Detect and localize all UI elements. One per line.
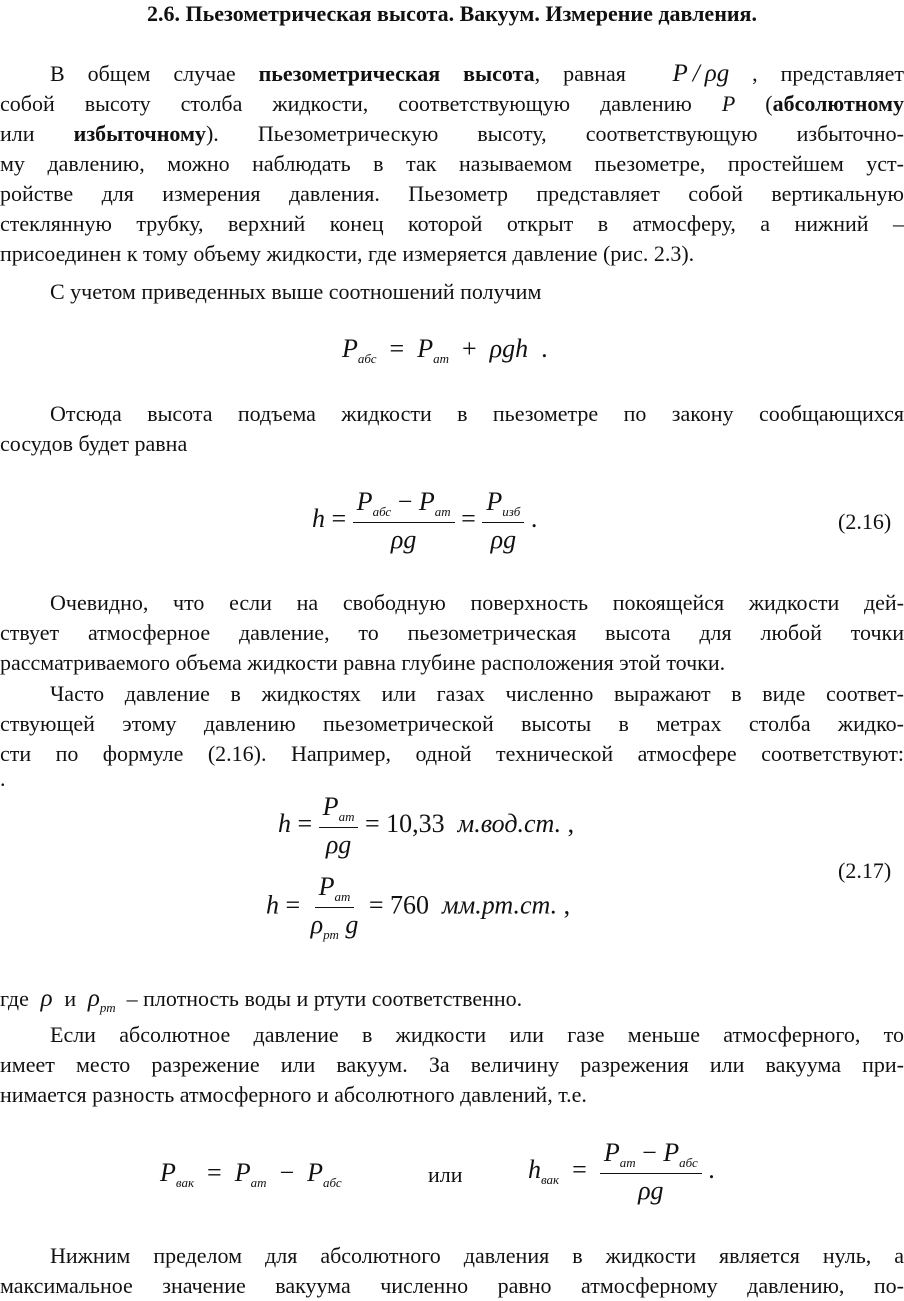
formula-p-over-rho-g: P / ρg [648,60,730,87]
equation-2-17-water: h = $\frac{P_{ат}}{\rho g}$ = 10,33 м.вод.ст. , [278,792,575,859]
paragraph-rise-height: Отсюда высота подъема жидкости в пьезометре по закону сообщающихся сосудов будет равна [0,401,904,456]
paragraph-meters-column: Часто давление в жидкостях или газах численно выражают в виде соответ- ствующей этому давлению пьезометрической высоты в метрах столба жидко- сти по формуле (2.16). Например, одной технической атмосфере соответствуют: . [0,681,904,791]
equation-vacuum-pressure: $P_{вак} = P_{ат} - P_{абс}$ [160,1158,342,1190]
paragraph-piezometric-height: В общем случае пьезометрическая высота, равная P / ρg , представляет собой высоту столба жидкости, соответствующую давлению P (абсолютному или избыточному). Пьезометрическую высоту, соответствующую избыточно- му давлению, можно наблюдать в так называемом пьезометре, простейшем уст- ройстве для измерения давления. Пьезометр представляет собой вертикальную стеклянную трубку, верхний конец которой открыт в атмосферу, а нижний – присоединен к тому объему жидкости, где измеряется давление (рис. 2.3). [0,60,904,266]
term-piezometric-height: пьезометрическая высота [258,61,535,86]
equation-number-2-17: (2.17) [838,858,892,883]
equation-vacuum-height: $h_{вак}$ = $\frac{P_{ат} - P_{абс}}{\rho g}$ . [528,1138,715,1205]
equation-2-17-mercury: h = $\frac{P_{ат}}{\rho_{рт} g}$ = 760 мм.рт.ст. , [266,872,571,942]
term-excess: избыточному [73,121,206,146]
section-title: 2.6. Пьезометрическая высота. Вакуум. Измерение давления. [147,1,757,26]
paragraph-densities: где ρ и $\rho_{рт}$ – плотность воды и ртути соответственно. [0,985,523,1015]
paragraph-intro-formula: С учетом приведенных выше соотношений получим [50,279,542,304]
equation-2-16: h = $\frac{P_{абс} - P_{ат}}{\rho g}$ = $\frac{P_{изб}}{\rho g}$ . [312,487,538,554]
paragraph-vacuum: Если абсолютное давление в жидкости или газе меньше атмосферного, то имеет место разрежение или вакуум. За величину разрежения или вакуума при- нимается разность атмосферного и абсолютного давлений, т.е. [0,1022,904,1107]
or-word: или [428,1162,463,1187]
term-absolute: абсолютному [772,91,904,116]
equation-number-2-16: (2.16) [838,509,892,534]
paragraph-free-surface: Очевидно, что если на свободную поверхность покоящейся жидкости дей- ствует атмосферное давление, то пьезометрическая высота для любой точки рассматриваемого объема жидкости равна глубине расположения этой точки. [0,590,904,675]
equation-absolute-pressure: $P_{абс} = P_{ат} + \rho gh$ . [342,334,548,366]
paragraph-lower-limit: Нижним пределом для абсолютного давления в жидкости является нуль, а максимальное значение вакуума численно равно атмосферному давлению, по- [0,1243,904,1298]
